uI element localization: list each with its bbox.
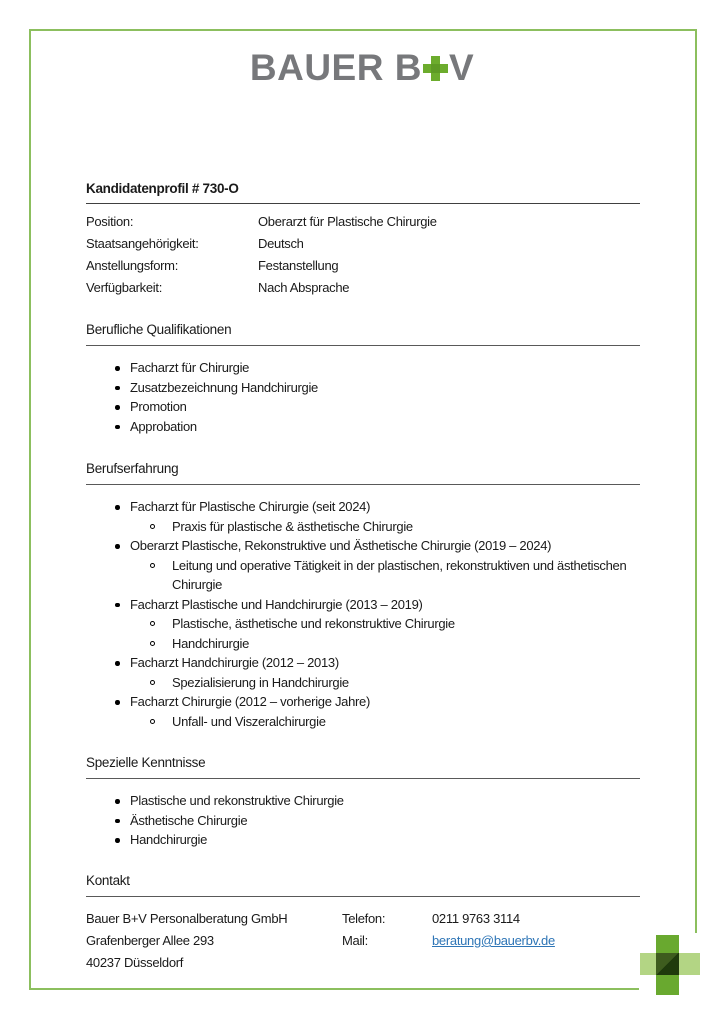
text-line: 40237 Düsseldorf <box>86 955 184 970</box>
list-item-text: Handchirurgie <box>130 832 208 847</box>
list-item <box>86 358 640 378</box>
contact-company-address <box>86 908 342 974</box>
list-item <box>86 673 640 693</box>
list-item <box>86 830 640 850</box>
phone-label: Telefon: <box>342 911 386 926</box>
field-label: Verfügbarkeit: <box>86 280 163 295</box>
bullet-circle-icon <box>150 641 155 646</box>
skills-list <box>86 791 640 850</box>
list-item-text: Approbation <box>130 418 197 434</box>
list-item <box>86 556 640 595</box>
list-item-text: Praxis für plastische & ästhetische Chirurgie <box>172 518 413 534</box>
list-item-text: Ästhetische Chirurgie <box>130 812 248 828</box>
text-line: Grafenberger Allee 293 <box>86 933 214 948</box>
list-item-text: Oberarzt Plastische, Rekonstruktive und Ästhetische Chirurgie (2019 – 2024) <box>130 538 552 553</box>
list-item-text: Facharzt Chirurgie (2012 – vorherige Jahre) <box>130 694 370 709</box>
field-value: Festanstellung <box>258 258 339 273</box>
bullet-disc-icon <box>115 799 120 804</box>
bullet-circle-icon <box>150 563 155 568</box>
list-item <box>86 517 640 537</box>
list-item-text: Leitung und operative Tätigkeit in der plastischen, rekonstruktiven und ästhetischen Chirurgie <box>172 557 627 592</box>
list-item <box>86 614 640 634</box>
bullet-circle-icon <box>150 621 155 626</box>
list-item-text: Zusatzbezeichnung Handchirurgie <box>130 379 318 395</box>
contact-communication <box>342 908 555 974</box>
list-item-text: Facharzt für Plastische Chirurgie (seit 2024) <box>130 499 371 514</box>
profile-fields <box>86 211 640 299</box>
email-link[interactable]: beratung@bauerbv.de <box>432 933 555 948</box>
bullet-disc-icon <box>115 603 120 608</box>
list-item-text: Spezialisierung in Handchirurgie <box>172 674 349 690</box>
contact-phone-row <box>342 908 555 930</box>
field-label: Position: <box>86 214 134 229</box>
qualifications-list <box>86 358 640 436</box>
list-item <box>86 634 640 654</box>
experience-list <box>86 497 640 731</box>
bullet-disc-icon <box>115 366 120 371</box>
bullet-disc-icon <box>115 386 120 391</box>
bullet-disc-icon <box>115 819 120 824</box>
field-row-position <box>86 211 640 233</box>
bullet-circle-icon <box>150 524 155 529</box>
bullet-circle-icon <box>150 719 155 724</box>
section-skills <box>86 755 640 850</box>
document-title: Kandidatenprofil # 730-O <box>86 180 640 204</box>
list-item <box>86 712 640 732</box>
section-experience <box>86 461 640 731</box>
list-item <box>86 692 640 712</box>
field-value: Nach Absprache <box>258 280 350 295</box>
field-row-employment-type <box>86 255 640 277</box>
field-label: Anstellungsform: <box>86 258 179 273</box>
mail-label: Mail: <box>342 933 368 948</box>
bullet-disc-icon <box>115 700 120 705</box>
list-item <box>86 595 640 615</box>
phone-number: 0211 9763 3114 <box>432 911 520 926</box>
list-item <box>86 536 640 556</box>
brand-cross-overlap <box>656 953 679 975</box>
logo-text-left: BAUER B <box>249 47 422 88</box>
list-item <box>86 378 640 398</box>
list-item-text: Promotion <box>130 399 187 414</box>
list-item <box>86 653 640 673</box>
list-item <box>86 811 640 831</box>
list-item-text: Facharzt Handchirurgie (2012 – 2013) <box>130 655 339 670</box>
logo-text-right: V <box>448 47 475 88</box>
section-heading: Spezielle Kenntnisse <box>86 755 640 779</box>
field-label: Staatsangehörigkeit: <box>86 236 199 251</box>
section-heading: Berufliche Qualifikationen <box>86 322 640 346</box>
text-line: Bauer B+V Personalberatung GmbH <box>86 911 288 926</box>
bullet-disc-icon <box>115 405 120 410</box>
list-item <box>86 497 640 517</box>
bullet-disc-icon <box>115 838 120 843</box>
company-logo <box>0 47 724 88</box>
list-item-text: Facharzt Plastische und Handchirurgie (2013 – 2019) <box>130 596 423 612</box>
list-item <box>86 417 640 437</box>
contact-mail-row <box>342 930 555 952</box>
field-value: Oberarzt für Plastische Chirurgie <box>258 214 437 229</box>
list-item-text: Unfall- und Viszeralchirurgie <box>172 713 326 729</box>
list-item-text: Facharzt für Chirurgie <box>130 360 250 375</box>
logo-plus-icon <box>423 56 448 81</box>
section-contact <box>86 873 640 974</box>
list-item <box>86 791 640 811</box>
bullet-disc-icon <box>115 505 120 510</box>
field-value: Deutsch <box>258 236 304 251</box>
section-heading: Berufserfahrung <box>86 461 640 485</box>
bullet-disc-icon <box>115 425 120 430</box>
list-item-text: Handchirurgie <box>172 635 250 651</box>
list-item-text: Plastische, ästhetische und rekonstruktive Chirurgie <box>172 616 455 631</box>
list-item <box>86 397 640 417</box>
section-heading: Kontakt <box>86 873 640 897</box>
section-qualifications <box>86 322 640 436</box>
field-row-availability <box>86 277 640 299</box>
bullet-disc-icon <box>115 661 120 666</box>
list-item-text: Plastische und rekonstruktive Chirurgie <box>130 793 344 808</box>
bullet-disc-icon <box>115 544 120 549</box>
bullet-circle-icon <box>150 680 155 685</box>
field-row-nationality <box>86 233 640 255</box>
